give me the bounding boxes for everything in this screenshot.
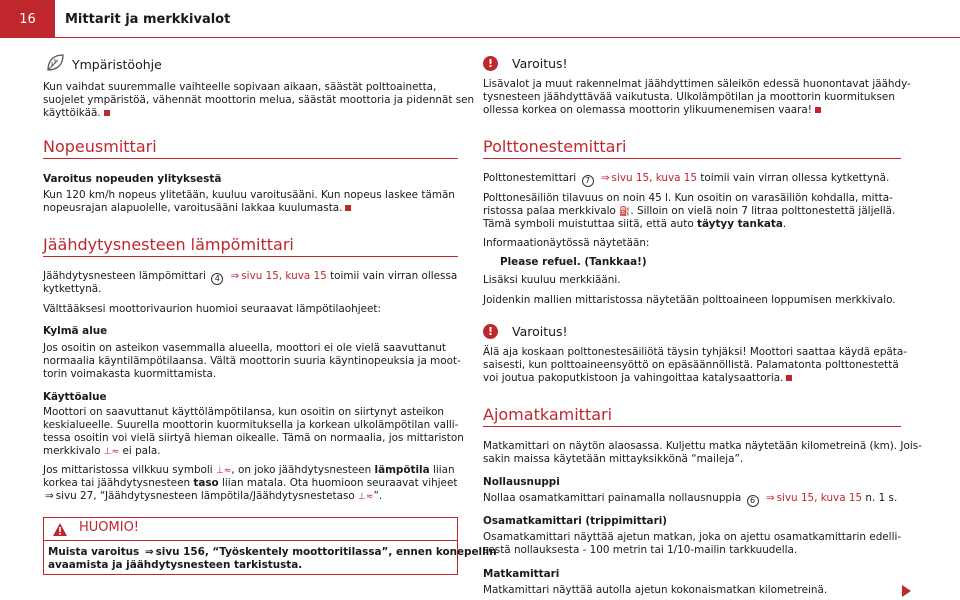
odo-line: Matkamittari näyttää autolla ajetun kokonaismatkan kilometreinä. bbox=[483, 584, 828, 596]
operating-line-1: Moottori on saavuttanut käyttölämpötilansa, kun osoitin on siirtynyt asteikon bbox=[43, 406, 445, 418]
heading-rule bbox=[43, 256, 458, 257]
arrow-ref-icon: ⇒ bbox=[144, 546, 154, 558]
caution-line-2: avaamista ja jäähdytysnesteen tarkistusta. bbox=[48, 559, 303, 571]
reset-title: Nollausnuppi bbox=[483, 476, 560, 488]
arrow-ref-icon: ⇒ bbox=[765, 492, 775, 504]
eco-line-2: suojelet ympäristöä, vähennät moottorin melua, säästät moottoria ja pidennät sen bbox=[43, 94, 475, 106]
blink-line-2: korkea tai jäähdytysnesteen taso liian matala. Ota huomioon seuraavat vihjeet bbox=[43, 477, 458, 489]
blink-line-1: Jos mittaristossa vilkkuu symboli ⊥≈, on joko jäähdytysnesteen lämpötila liian bbox=[43, 464, 455, 476]
coolant-heading: Jäähdytysnesteen lämpömittari bbox=[43, 235, 294, 254]
operating-line-2: keskialueelle. Suurella moottorin kuormituksella ja korkean ulkolämpötilan valli- bbox=[43, 419, 459, 431]
chapter-title: Mittarit ja merkkivalot bbox=[65, 12, 231, 27]
fuel-tank-line-2: ristossa palaa merkkivalo ⛽. Silloin on vielä noin 7 litraa polttonestettä jäljellä. bbox=[483, 205, 896, 217]
warning2-line-1: Älä aja koskaan polttonestesäiliötä täysin tyhjäksi! Moottori saattaa käydä epäta- bbox=[483, 346, 907, 358]
figure-link[interactable]: sivu 15, kuva 15 bbox=[241, 270, 327, 282]
heading-rule bbox=[483, 426, 901, 427]
eco-title: Ympäristöohje bbox=[72, 57, 162, 72]
operating-line-4: merkkivalo ⊥≈ ei pala. bbox=[43, 445, 161, 457]
trip-line-1: Matkamittari on näytön alaosassa. Kuljettu matka näytetään kilometreinä (km). Jois- bbox=[483, 440, 922, 452]
fuel-tank-line-1: Polttonesäiliön tilavuus on noin 45 l. Kun osoitin on varasäiliön kohdalla, mitta- bbox=[483, 192, 893, 204]
cold-line-3: torin voimakasta kuormittamista. bbox=[43, 368, 217, 380]
partial-line-2: sestä nollauksesta - 100 metrin tai 1/10-mailin tarkkuudella. bbox=[483, 544, 798, 556]
coolant-temp-icon: ⊥≈ bbox=[358, 492, 374, 502]
eco-leaf-icon bbox=[44, 52, 66, 74]
fuel-display-label: Informaationäytössä näytetään: bbox=[483, 237, 650, 249]
warning1-title: Varoitus! bbox=[512, 56, 568, 71]
speedo-subtitle: Varoitus nopeuden ylityksestä bbox=[43, 173, 222, 185]
end-mark bbox=[345, 205, 351, 211]
fuel-heading: Polttonestemittari bbox=[483, 137, 627, 156]
caution-box bbox=[43, 517, 497, 575]
warning2-line-2: saisesti, kun polttoaineensyöttö on epäsäännöllistä. Palamatonta polttonestettä bbox=[483, 359, 899, 371]
warning1-line-1: Lisävalot ja muut rakennelmat jäähdyttimen säleikön edessä huonontavat jäähdy- bbox=[483, 78, 911, 90]
arrow-ref-icon: ⇒ bbox=[600, 172, 610, 184]
blink-line-3: ⇒ sivu 27, “Jäähdytysnesteen lämpötila/Jäähdytysnestetaso ⊥≈”. bbox=[45, 490, 383, 502]
warning-icon: ! bbox=[483, 56, 498, 71]
operating-title: Käyttöalue bbox=[43, 391, 107, 403]
coolant-temp-icon: ⊥≈ bbox=[103, 447, 120, 457]
callout-number: 6 bbox=[747, 495, 759, 507]
reset-line: Nollaa osamatkamittari painamalla nollausnuppia 6 ⇒ sivu 15, kuva 15 n. 1 s. bbox=[483, 492, 898, 505]
cold-line-1: Jos osoitin on asteikon vasemmalla alueella, moottori ei ole vielä saavuttanut bbox=[43, 342, 446, 354]
heading-rule bbox=[483, 158, 901, 159]
callout-number: 7 bbox=[582, 175, 594, 187]
fuel-beep: Lisäksi kuuluu merkkiääni. bbox=[483, 274, 621, 286]
chapter-header bbox=[55, 0, 960, 38]
coolant-ref-link[interactable]: sivu 27, “Jäähdytysnesteen lämpötila/Jäähdytysnestetaso bbox=[55, 490, 355, 502]
eco-line-1: Kun vaihdat suuremmalle vaihteelle sopivaan aikaan, säästät polttoainetta, bbox=[43, 81, 437, 93]
arrow-ref-icon: ⇒ bbox=[230, 270, 240, 282]
eco-line-3: käyttöikää. bbox=[43, 107, 110, 120]
cold-title: Kylmä alue bbox=[43, 325, 108, 337]
cold-line-2: normaalia käyntilämpötilaansa. Vältä moottorin suuria käyntinopeuksia ja moot- bbox=[43, 355, 461, 367]
figure-link[interactable]: sivu 15, kuva 15 bbox=[776, 492, 863, 504]
speedo-heading: Nopeusmittari bbox=[43, 137, 157, 156]
fuel-pump-icon: ⛽ bbox=[619, 207, 631, 217]
speedo-line-2: nopeusrajan alapuolelle, varoitusääni lakkaa kuulumasta. bbox=[43, 202, 351, 215]
fuel-refuel-message: Please refuel. (Tankkaa!) bbox=[500, 256, 647, 268]
trip-heading: Ajomatkamittari bbox=[483, 405, 613, 424]
page-header bbox=[0, 0, 960, 44]
warning1-line-3: ollessa korkea on olemassa moottorin ylikuumenemisen vaara! bbox=[483, 104, 821, 117]
heading-rule bbox=[43, 158, 458, 159]
end-mark bbox=[815, 107, 821, 113]
warning-icon: ! bbox=[483, 324, 498, 339]
coolant-avoid: Välttääksesi moottorivaurion huomioi seuraavat lämpötilaohjeet: bbox=[43, 303, 381, 315]
odo-title: Matkamittari bbox=[483, 568, 560, 580]
warning2-title: Varoitus! bbox=[512, 324, 568, 339]
coolant-intro-line-2: kytkettynä. bbox=[43, 283, 102, 295]
fuel-some-models: Joidenkin mallien mittaristossa näytetään polttoaineen loppumisen merkkivalo. bbox=[483, 294, 896, 306]
caution-title: HUOMIO! bbox=[79, 520, 140, 535]
caution-line-1: Muista varoitus ⇒ sivu 156, “Työskentely moottoritilassa”, ennen konepellin bbox=[48, 546, 497, 558]
caution-rule bbox=[44, 540, 457, 541]
arrow-ref-icon: ⇒ bbox=[45, 490, 54, 502]
caution-link[interactable]: sivu 156, “Työskentely moottoritilassa”, ennen konepellin bbox=[155, 546, 497, 558]
fuel-gauge-line: Polttonestemittari 7 ⇒ sivu 15, kuva 15 toimii vain virran ollessa kytkettynä. bbox=[483, 172, 890, 185]
warning2-line-3: voi joutua pakoputkistoon ja vahingoittaa katalysaattoria. bbox=[483, 372, 792, 385]
next-page-icon[interactable] bbox=[902, 585, 911, 597]
end-mark bbox=[104, 110, 110, 116]
callout-number: 4 bbox=[211, 273, 223, 285]
speedo-line-1: Kun 120 km/h nopeus ylitetään, kuuluu varoitusääni. Kun nopeus laskee tämän bbox=[43, 189, 455, 201]
partial-line-1: Osamatkamittari näyttää ajetun matkan, joka on ajettu osamatkamittarin edelli- bbox=[483, 531, 902, 543]
page-number: 16 bbox=[0, 0, 55, 38]
operating-line-3: tessa osoitin voi vielä siirtyä hieman oikealle. Tämä on normaalia, jos mittariston bbox=[43, 432, 464, 444]
figure-link[interactable]: sivu 15, kuva 15 bbox=[611, 172, 698, 184]
coolant-temp-icon: ⊥≈ bbox=[216, 466, 232, 476]
warning1-line-2: tysnesteen jäähdyttävää vaikutusta. Ulkolämpötilan ja moottorin kuormituksen bbox=[483, 91, 895, 103]
trip-line-2: sakin maissa käytetään mittayksikkönä “maileja”. bbox=[483, 453, 744, 465]
end-mark bbox=[786, 375, 792, 381]
coolant-intro-line-1: Jäähdytysnesteen lämpömittari 4 ⇒ sivu 15, kuva 15 toimii vain virran ollessa bbox=[43, 270, 458, 283]
partial-title: Osamatkamittari (trippimittari) bbox=[483, 515, 668, 527]
fuel-tank-line-3: Tämä symboli muistuttaa siitä, että auto täytyy tankata. bbox=[483, 218, 787, 230]
caution-triangle-icon bbox=[52, 522, 68, 537]
